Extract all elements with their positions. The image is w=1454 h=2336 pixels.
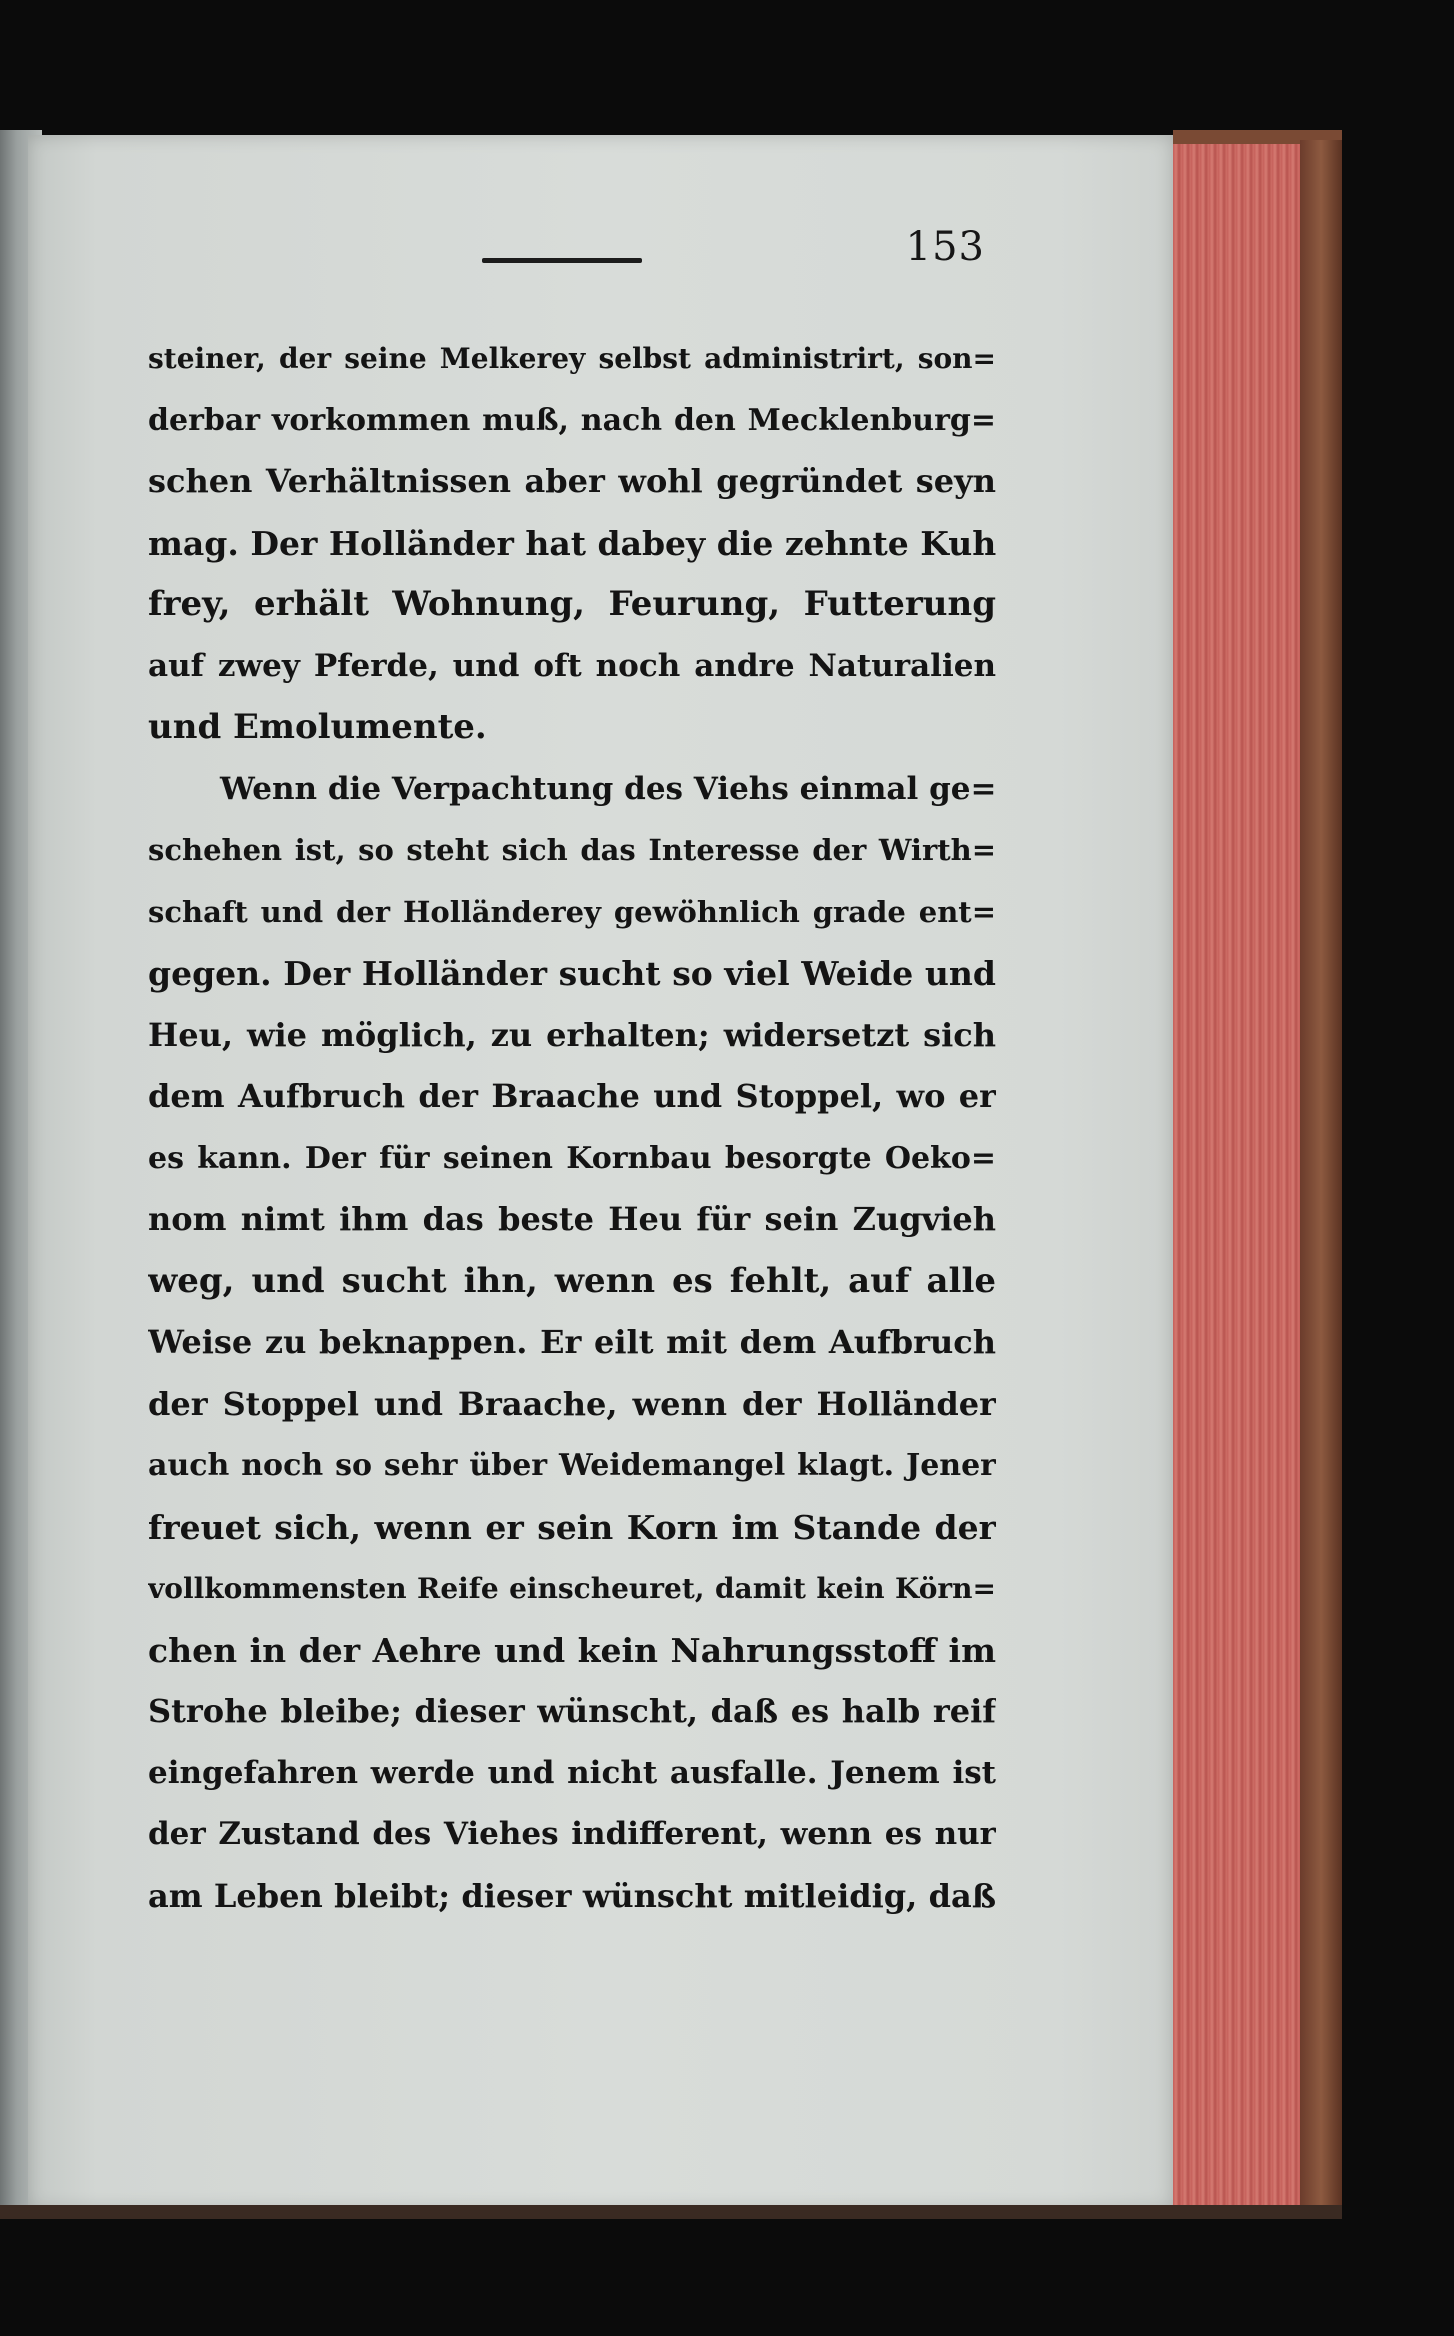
text-line-13: dem Aufbruch der Braache und Stoppel, wo er: [148, 1077, 996, 1115]
text-line-9: schehen ist, so steht sich das Interesse der Wirth=: [148, 833, 996, 867]
cover-side-edge: [1300, 140, 1342, 2205]
text-line-2: derbar vorkommen muß, nach den Mecklenburg=: [148, 402, 996, 438]
text-line-15: nom nimt ihm das beste Heu für sein Zugvieh: [148, 1200, 996, 1238]
text-line-5: frey, erhält Wohnung, Feurung, Futterung: [148, 584, 996, 624]
text-line-1: steiner, der seine Melkerey selbst administrirt, son=: [148, 342, 996, 375]
text-line-24: eingefahren werde und nicht ausfalle. Jenem ist: [148, 1754, 996, 1791]
body-text: [148, 328, 996, 1927]
text-line-14: es kann. Der für seinen Kornbau besorgte Oeko=: [148, 1140, 996, 1176]
text-line-25: der Zustand des Viehes indifferent, wenn es nur: [148, 1816, 996, 1852]
text-line-19: auch noch so sehr über Weidemangel klagt. Jener: [148, 1448, 996, 1483]
text-line-10: schaft und der Holländerey gewöhnlich grade ent=: [148, 894, 996, 929]
page-fore-edge: [1173, 135, 1313, 2210]
cover-bottom-edge: [0, 2205, 1342, 2219]
text-line-22: chen in der Aehre und kein Nahrungsstoff im: [148, 1630, 996, 1670]
text-line-21: vollkommensten Reife einscheuret, damit kein Körn=: [148, 1572, 996, 1605]
text-line-3: schen Verhältnissen aber wohl gegründet seyn: [148, 462, 996, 500]
text-line-16: weg, und sucht ihn, wenn es fehlt, auf alle: [148, 1260, 996, 1301]
text-line-7: und Emolumente.: [148, 707, 487, 747]
text-line-11: gegen. Der Holländer sucht so viel Weide und: [148, 954, 996, 993]
text-line-17: Weise zu beknappen. Er eilt mit dem Aufbruch: [148, 1323, 996, 1361]
text-line-4: mag. Der Holländer hat dabey die zehnte Kuh: [148, 523, 996, 563]
text-line-12: Heu, wie möglich, zu erhalten; widersetzt sich: [148, 1015, 996, 1054]
text-line-20: freuet sich, wenn er sein Korn im Stande der: [148, 1507, 996, 1547]
text-line-26: am Leben bleibt; dieser wünscht mitleidig, daß: [148, 1876, 996, 1915]
header-rule: [482, 258, 642, 263]
page-number: 153: [905, 224, 985, 270]
text-line-18: der Stoppel und Braache, wenn der Holländer: [148, 1384, 996, 1423]
text-line-8: Wenn die Verpachtung des Viehs einmal ge=: [220, 770, 996, 807]
text-line-23: Strohe bleibe; dieser wünscht, daß es halb reif: [148, 1692, 996, 1730]
text-line-6: auf zwey Pferde, und oft noch andre Naturalien: [148, 647, 996, 684]
